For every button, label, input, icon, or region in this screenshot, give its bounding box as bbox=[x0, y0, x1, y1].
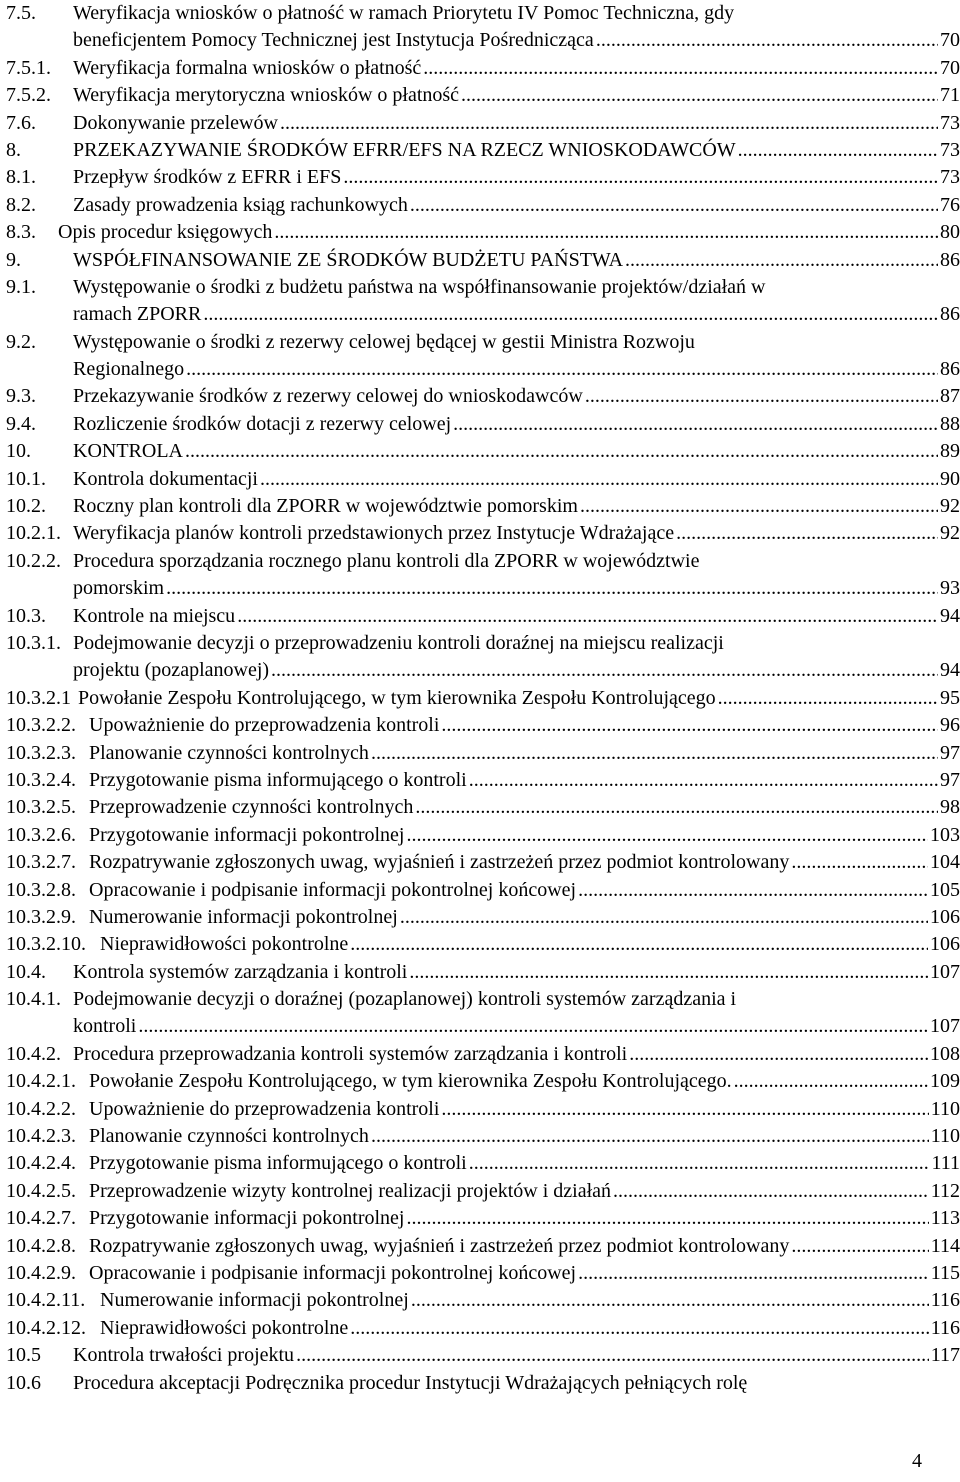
toc-entry[interactable] bbox=[0, 877, 960, 904]
toc-page-number: 103 bbox=[928, 822, 960, 849]
toc-title: Numerowanie informacji pokontrolnej bbox=[100, 1287, 411, 1314]
toc-page-number: 87 bbox=[938, 383, 960, 410]
toc-entry[interactable] bbox=[0, 520, 960, 547]
toc-leader-dots bbox=[718, 685, 938, 712]
toc-page-number: 98 bbox=[938, 794, 960, 821]
toc-number: 7.6. bbox=[6, 111, 36, 134]
toc-leader-dots bbox=[461, 82, 938, 109]
toc-title: Weryfikacja formalna wniosków o płatność bbox=[73, 55, 423, 82]
toc-title: Podejmowanie decyzji o doraźnej (pozaplanowej) kontroli systemów zarządzania i bbox=[73, 988, 737, 1011]
toc-number: 10.3.2.5. bbox=[6, 796, 76, 819]
toc-entry[interactable] bbox=[0, 1260, 960, 1287]
toc-number: 10.4.2.11. bbox=[6, 1289, 86, 1312]
toc-number: 10.4.2.2. bbox=[6, 1097, 76, 1120]
toc-entry[interactable] bbox=[0, 1205, 960, 1232]
toc-line bbox=[0, 1205, 960, 1232]
toc-number: 10.4. bbox=[6, 960, 46, 983]
toc-line bbox=[0, 493, 960, 520]
toc-number: 9.1. bbox=[6, 275, 36, 298]
toc-line bbox=[0, 767, 960, 794]
toc-leader-dots bbox=[734, 1068, 928, 1095]
toc-line bbox=[0, 1178, 960, 1205]
toc-entry[interactable] bbox=[0, 904, 960, 931]
toc-title: Planowanie czynności kontrolnych bbox=[89, 1123, 371, 1150]
toc-entry[interactable] bbox=[0, 329, 960, 384]
toc-line bbox=[0, 274, 960, 301]
toc-page-number: 90 bbox=[938, 466, 960, 493]
toc-page-number: 113 bbox=[929, 1205, 960, 1232]
toc-leader-dots bbox=[469, 1150, 930, 1177]
toc-number: 8.1. bbox=[6, 166, 36, 189]
toc-leader-dots bbox=[441, 712, 938, 739]
toc-entry[interactable] bbox=[0, 548, 960, 603]
toc-line bbox=[0, 110, 960, 137]
toc-page-number: 110 bbox=[929, 1123, 960, 1150]
toc-page-number: 73 bbox=[938, 137, 960, 164]
toc-page-number: 70 bbox=[938, 27, 960, 54]
toc-page-number: 117 bbox=[929, 1342, 960, 1369]
toc-title: Przygotowanie informacji pokontrolnej bbox=[89, 1205, 406, 1232]
toc-title: Nieprawidłowości pokontrolne bbox=[100, 931, 350, 958]
toc-page-number: 109 bbox=[928, 1068, 960, 1095]
toc-line bbox=[0, 27, 960, 54]
toc-line bbox=[0, 411, 960, 438]
toc-line bbox=[0, 630, 960, 657]
toc-title: Przygotowanie pisma informującego o kontroli bbox=[89, 1150, 469, 1177]
toc-title: Rozpatrywanie zgłoszonych uwag, wyjaśnień i zastrzeżeń przez podmiot kontrolowany bbox=[89, 849, 791, 876]
toc-page-number: 107 bbox=[928, 1013, 960, 1040]
toc-number: 10.4.2. bbox=[6, 1042, 61, 1065]
toc-line bbox=[0, 219, 960, 246]
toc-page-number: 76 bbox=[938, 192, 960, 219]
toc-page-number: 89 bbox=[938, 438, 960, 465]
toc-page-number: 108 bbox=[928, 1041, 960, 1068]
toc-leader-dots bbox=[166, 575, 938, 602]
toc-title: Weryfikacja planów kontroli przedstawionych przez Instytucje Wdrażające bbox=[73, 520, 676, 547]
toc-leader-dots bbox=[580, 493, 938, 520]
toc-title: Przeprowadzenie wizyty kontrolnej realizacji projektów i działań bbox=[89, 1178, 613, 1205]
toc-line bbox=[0, 931, 960, 958]
toc-line bbox=[0, 192, 960, 219]
toc-page-number: 92 bbox=[938, 493, 960, 520]
toc-entry[interactable] bbox=[0, 411, 960, 438]
toc-leader-dots bbox=[409, 959, 928, 986]
toc-entry[interactable] bbox=[0, 1370, 960, 1397]
toc-entry[interactable] bbox=[0, 740, 960, 767]
toc-entry[interactable] bbox=[0, 1178, 960, 1205]
toc-line bbox=[0, 1123, 960, 1150]
toc-entry[interactable] bbox=[0, 959, 960, 986]
toc-number: 8.3. bbox=[6, 221, 36, 244]
toc-number: 10.3.2.6. bbox=[6, 823, 76, 846]
toc-entry[interactable] bbox=[0, 849, 960, 876]
toc-page-number: 80 bbox=[938, 219, 960, 246]
toc-line bbox=[0, 685, 960, 712]
toc-line bbox=[0, 740, 960, 767]
toc-leader-dots bbox=[469, 767, 938, 794]
toc-entry[interactable] bbox=[0, 767, 960, 794]
toc-title: kontroli bbox=[73, 1013, 138, 1040]
toc-number: 10.3.2.8. bbox=[6, 878, 76, 901]
toc-entry[interactable] bbox=[0, 1150, 960, 1177]
toc-title: Upoważnienie do przeprowadzenia kontroli bbox=[89, 712, 441, 739]
toc-entry[interactable] bbox=[0, 192, 960, 219]
toc-entry[interactable] bbox=[0, 55, 960, 82]
toc-entry[interactable] bbox=[0, 137, 960, 164]
toc-number: 9. bbox=[6, 248, 21, 271]
toc-entry[interactable] bbox=[0, 466, 960, 493]
toc-number: 10.3.2.3. bbox=[6, 741, 76, 764]
toc-number: 9.3. bbox=[6, 385, 36, 408]
toc-leader-dots bbox=[271, 657, 938, 684]
toc-number: 7.5.2. bbox=[6, 84, 51, 107]
toc-leader-dots bbox=[406, 822, 928, 849]
toc-entry[interactable] bbox=[0, 1315, 960, 1342]
toc-title: Powołanie Zespołu Kontrolującego, w tym kierownika Zespołu Kontrolującego bbox=[78, 685, 718, 712]
toc-title: Procedura akceptacji Podręcznika procedur Instytucji Wdrażających pełniących rolę bbox=[73, 1371, 748, 1394]
toc-entry[interactable] bbox=[0, 493, 960, 520]
toc-title: Weryfikacja merytoryczna wniosków o płatność bbox=[73, 82, 461, 109]
toc-line bbox=[0, 548, 960, 575]
toc-title: Przekazywanie środków z rezerwy celowej do wnioskodawców bbox=[73, 383, 585, 410]
page-number: 4 bbox=[912, 1450, 922, 1472]
toc-page-number: 105 bbox=[928, 877, 960, 904]
toc-number: 10.1. bbox=[6, 467, 46, 490]
toc-title: ramach ZPORR bbox=[73, 301, 203, 328]
toc-title: Występowanie o środki z budżetu państwa na współfinansowanie projektów/działań w bbox=[73, 275, 766, 298]
toc-title: Procedura sporządzania rocznego planu kontroli dla ZPORR w województwie bbox=[73, 549, 700, 572]
toc-title: Kontrola systemów zarządzania i kontroli bbox=[73, 959, 409, 986]
toc-number: 10.3.1. bbox=[6, 631, 61, 654]
toc-line bbox=[0, 137, 960, 164]
toc-title: Podejmowanie decyzji o przeprowadzeniu kontroli doraźnej na miejscu realizacji bbox=[73, 631, 724, 654]
toc-line bbox=[0, 82, 960, 109]
toc-entry[interactable] bbox=[0, 164, 960, 191]
toc-entry[interactable] bbox=[0, 82, 960, 109]
toc-entry[interactable] bbox=[0, 931, 960, 958]
toc-title: Powołanie Zespołu Kontrolującego, w tym kierownika Zespołu Kontrolującego. bbox=[89, 1068, 734, 1095]
toc-page-number: 106 bbox=[928, 931, 960, 958]
toc-entry[interactable] bbox=[0, 630, 960, 685]
toc-number: 10.2.2. bbox=[6, 549, 61, 572]
toc-line bbox=[0, 1068, 960, 1095]
toc-leader-dots bbox=[738, 137, 938, 164]
toc-leader-dots bbox=[406, 1205, 928, 1232]
toc-line bbox=[0, 794, 960, 821]
toc-title: Kontrola dokumentacji bbox=[73, 466, 260, 493]
toc-title: Przeprowadzenie czynności kontrolnych bbox=[89, 794, 415, 821]
toc-number: 10.4.2.1. bbox=[6, 1070, 76, 1093]
toc-line bbox=[0, 1287, 960, 1314]
toc-number: 10.3.2.2. bbox=[6, 714, 76, 737]
toc-title: Planowanie czynności kontrolnych bbox=[89, 740, 371, 767]
toc-leader-dots bbox=[578, 1260, 929, 1287]
toc-title: KONTROLA bbox=[73, 438, 185, 465]
toc-title: Przygotowanie pisma informującego o kontroli bbox=[89, 767, 469, 794]
toc-line bbox=[0, 1315, 960, 1342]
toc-title: Opis procedur księgowych bbox=[58, 219, 274, 246]
toc-page-number: 93 bbox=[938, 575, 960, 602]
toc-leader-dots bbox=[274, 219, 938, 246]
toc-leader-dots bbox=[625, 247, 938, 274]
toc-entry[interactable] bbox=[0, 274, 960, 329]
toc-number: 10.4.2.7. bbox=[6, 1207, 76, 1230]
toc-page-number: 70 bbox=[938, 55, 960, 82]
toc-entry[interactable] bbox=[0, 1096, 960, 1123]
toc-line bbox=[0, 164, 960, 191]
toc-title: Nieprawidłowości pokontrolne bbox=[100, 1315, 350, 1342]
toc-leader-dots bbox=[629, 1041, 928, 1068]
toc-title: Występowanie o środki z rezerwy celowej będącej w gestii Ministra Rozwoju bbox=[73, 330, 695, 353]
toc-title: Przygotowanie informacji pokontrolnej bbox=[89, 822, 406, 849]
toc-line bbox=[0, 575, 960, 602]
toc-entry[interactable] bbox=[0, 1342, 960, 1369]
toc-leader-dots bbox=[400, 904, 928, 931]
toc-leader-dots bbox=[613, 1178, 929, 1205]
toc-leader-dots bbox=[186, 356, 938, 383]
toc-page-number: 86 bbox=[938, 301, 960, 328]
toc-entry[interactable] bbox=[0, 383, 960, 410]
toc-entry[interactable] bbox=[0, 219, 960, 246]
toc-leader-dots bbox=[350, 1315, 928, 1342]
toc-line bbox=[0, 55, 960, 82]
toc-title: Rozpatrywanie zgłoszonych uwag, wyjaśnień i zastrzeżeń przez podmiot kontrolowany bbox=[89, 1233, 791, 1260]
toc-line bbox=[0, 986, 960, 1013]
toc-number: 10.4.2.8. bbox=[6, 1234, 76, 1257]
toc-line bbox=[0, 849, 960, 876]
toc-entry[interactable] bbox=[0, 794, 960, 821]
toc-line bbox=[0, 1041, 960, 1068]
toc-leader-dots bbox=[350, 931, 928, 958]
toc-entry[interactable] bbox=[0, 438, 960, 465]
toc-page-number: 111 bbox=[929, 1150, 960, 1177]
toc-leader-dots bbox=[203, 301, 938, 328]
toc-number: 10.3.2.1 bbox=[6, 686, 71, 709]
toc-leader-dots bbox=[280, 110, 938, 137]
toc-title: Opracowanie i podpisanie informacji pokontrolnej końcowej bbox=[89, 877, 578, 904]
toc-title: Opracowanie i podpisanie informacji pokontrolnej końcowej bbox=[89, 1260, 578, 1287]
toc-line bbox=[0, 1260, 960, 1287]
toc-page-number: 107 bbox=[928, 959, 960, 986]
toc-title: Procedura przeprowadzania kontroli systemów zarządzania i kontroli bbox=[73, 1041, 629, 1068]
toc-entry[interactable] bbox=[0, 0, 960, 55]
toc-leader-dots bbox=[441, 1096, 928, 1123]
toc-leader-dots bbox=[596, 27, 938, 54]
toc-title: Kontrola trwałości projektu bbox=[73, 1342, 296, 1369]
toc-leader-dots bbox=[185, 438, 938, 465]
toc-leader-dots bbox=[237, 603, 938, 630]
toc-page-number: 97 bbox=[938, 740, 960, 767]
toc-number: 10.4.2.12. bbox=[6, 1316, 86, 1339]
toc-line bbox=[0, 301, 960, 328]
toc-number: 10.3.2.7. bbox=[6, 851, 76, 874]
toc-entry[interactable] bbox=[0, 603, 960, 630]
toc-line bbox=[0, 520, 960, 547]
toc-entry[interactable] bbox=[0, 1068, 960, 1095]
toc-line bbox=[0, 657, 960, 684]
toc-number: 10. bbox=[6, 440, 31, 463]
toc-entry[interactable] bbox=[0, 247, 960, 274]
toc-page-number: 92 bbox=[938, 520, 960, 547]
toc-page-number: 97 bbox=[938, 767, 960, 794]
toc-leader-dots bbox=[371, 740, 938, 767]
toc-page-number: 106 bbox=[928, 904, 960, 931]
toc-line bbox=[0, 356, 960, 383]
toc-number: 10.4.2.3. bbox=[6, 1125, 76, 1148]
toc-page-number: 116 bbox=[929, 1287, 960, 1314]
toc-line bbox=[0, 247, 960, 274]
toc-page-number: 73 bbox=[938, 164, 960, 191]
toc-number: 10.3.2.4. bbox=[6, 768, 76, 791]
toc-line bbox=[0, 1096, 960, 1123]
toc-leader-dots bbox=[453, 411, 938, 438]
toc-page-number: 96 bbox=[938, 712, 960, 739]
toc-entry[interactable] bbox=[0, 822, 960, 849]
toc-page-number: 104 bbox=[928, 849, 960, 876]
toc-number: 8. bbox=[6, 138, 21, 161]
toc-title: pomorskim bbox=[73, 575, 166, 602]
toc-number: 7.5. bbox=[6, 2, 36, 24]
toc-leader-dots bbox=[343, 164, 938, 191]
toc-leader-dots bbox=[260, 466, 938, 493]
toc-line bbox=[0, 383, 960, 410]
toc-entry[interactable] bbox=[0, 685, 960, 712]
toc-number: 10.2.1. bbox=[6, 522, 61, 545]
toc-leader-dots bbox=[296, 1342, 929, 1369]
toc-entry[interactable] bbox=[0, 1287, 960, 1314]
toc-leader-dots bbox=[676, 520, 938, 547]
toc-leader-dots bbox=[423, 55, 938, 82]
toc-title: PRZEKAZYWANIE ŚRODKÓW EFRR/EFS NA RZECZ WNIOSKODAWCÓW bbox=[73, 137, 738, 164]
toc-line bbox=[0, 959, 960, 986]
toc-title: Weryfikacja wniosków o płatność w ramach Priorytetu IV Pomoc Techniczna, gdy bbox=[73, 2, 735, 24]
toc-page-number: 110 bbox=[929, 1096, 960, 1123]
toc-title: projektu (pozaplanowej) bbox=[73, 657, 271, 684]
toc-number: 10.4.2.4. bbox=[6, 1152, 76, 1175]
toc-leader-dots bbox=[411, 1287, 929, 1314]
toc-number: 10.3.2.9. bbox=[6, 905, 76, 928]
toc-leader-dots bbox=[791, 1233, 928, 1260]
toc-leader-dots bbox=[138, 1013, 928, 1040]
toc-title: Dokonywanie przelewów bbox=[73, 110, 280, 137]
toc-number: 10.6 bbox=[6, 1371, 41, 1394]
toc-leader-dots bbox=[415, 794, 938, 821]
toc-line bbox=[0, 1013, 960, 1040]
toc-entry[interactable] bbox=[0, 986, 960, 1041]
toc-leader-dots bbox=[578, 877, 928, 904]
toc-entry[interactable] bbox=[0, 1233, 960, 1260]
toc-title: Roczny plan kontroli dla ZPORR w województwie pomorskim bbox=[73, 493, 580, 520]
toc-title: Upoważnienie do przeprowadzenia kontroli bbox=[89, 1096, 441, 1123]
toc-page-number: 71 bbox=[938, 82, 960, 109]
toc-number: 7.5.1. bbox=[6, 56, 51, 79]
toc-line bbox=[0, 1150, 960, 1177]
toc-line bbox=[0, 466, 960, 493]
toc-number: 10.4.2.5. bbox=[6, 1179, 76, 1202]
toc-entry[interactable] bbox=[0, 110, 960, 137]
toc-line bbox=[0, 1233, 960, 1260]
toc-title: Regionalnego bbox=[73, 356, 186, 383]
toc-line bbox=[0, 822, 960, 849]
toc-line bbox=[0, 603, 960, 630]
toc-page-number: 94 bbox=[938, 657, 960, 684]
toc-page-number: 86 bbox=[938, 247, 960, 274]
toc-page-number: 116 bbox=[929, 1315, 960, 1342]
toc-number: 9.4. bbox=[6, 412, 36, 435]
toc-leader-dots bbox=[410, 192, 938, 219]
toc-page-number: 95 bbox=[938, 685, 960, 712]
toc-page-number: 112 bbox=[929, 1178, 960, 1205]
toc-page-number: 86 bbox=[938, 356, 960, 383]
toc-line bbox=[0, 1370, 960, 1397]
toc-line bbox=[0, 904, 960, 931]
toc-page-number: 73 bbox=[938, 110, 960, 137]
toc-line bbox=[0, 438, 960, 465]
toc-entry[interactable] bbox=[0, 1041, 960, 1068]
toc-title: beneficjentem Pomocy Technicznej jest Instytucja Pośrednicząca bbox=[73, 27, 596, 54]
toc-number: 10.4.2.9. bbox=[6, 1261, 76, 1284]
toc-line bbox=[0, 712, 960, 739]
toc-number: 10.5 bbox=[6, 1344, 41, 1367]
toc-page-number: 94 bbox=[938, 603, 960, 630]
toc-page-number: 88 bbox=[938, 411, 960, 438]
toc-number: 10.3.2.10. bbox=[6, 933, 86, 956]
toc-number: 9.2. bbox=[6, 330, 36, 353]
toc-page-number: 114 bbox=[929, 1233, 960, 1260]
toc-title: Rozliczenie środków dotacji z rezerwy celowej bbox=[73, 411, 453, 438]
toc-leader-dots bbox=[791, 849, 928, 876]
toc-title: WSPÓŁFINANSOWANIE ZE ŚRODKÓW BUDŻETU PAŃSTWA bbox=[73, 247, 625, 274]
toc-entry[interactable] bbox=[0, 1123, 960, 1150]
toc-line bbox=[0, 877, 960, 904]
toc-leader-dots bbox=[585, 383, 938, 410]
toc-number: 8.2. bbox=[6, 193, 36, 216]
toc-line bbox=[0, 329, 960, 356]
toc-line bbox=[0, 0, 960, 27]
toc-page-number: 115 bbox=[929, 1260, 960, 1287]
toc-line bbox=[0, 1342, 960, 1369]
toc-title: Numerowanie informacji pokontrolnej bbox=[89, 904, 400, 931]
toc-title: Przepływ środków z EFRR i EFS bbox=[73, 164, 343, 191]
toc-title: Kontrole na miejscu bbox=[73, 603, 237, 630]
toc-entry[interactable] bbox=[0, 712, 960, 739]
toc-number: 10.4.1. bbox=[6, 988, 61, 1011]
toc-number: 10.2. bbox=[6, 495, 46, 518]
toc-title: Zasady prowadzenia ksiąg rachunkowych bbox=[73, 192, 410, 219]
toc-number: 10.3. bbox=[6, 604, 46, 627]
toc-leader-dots bbox=[371, 1123, 929, 1150]
